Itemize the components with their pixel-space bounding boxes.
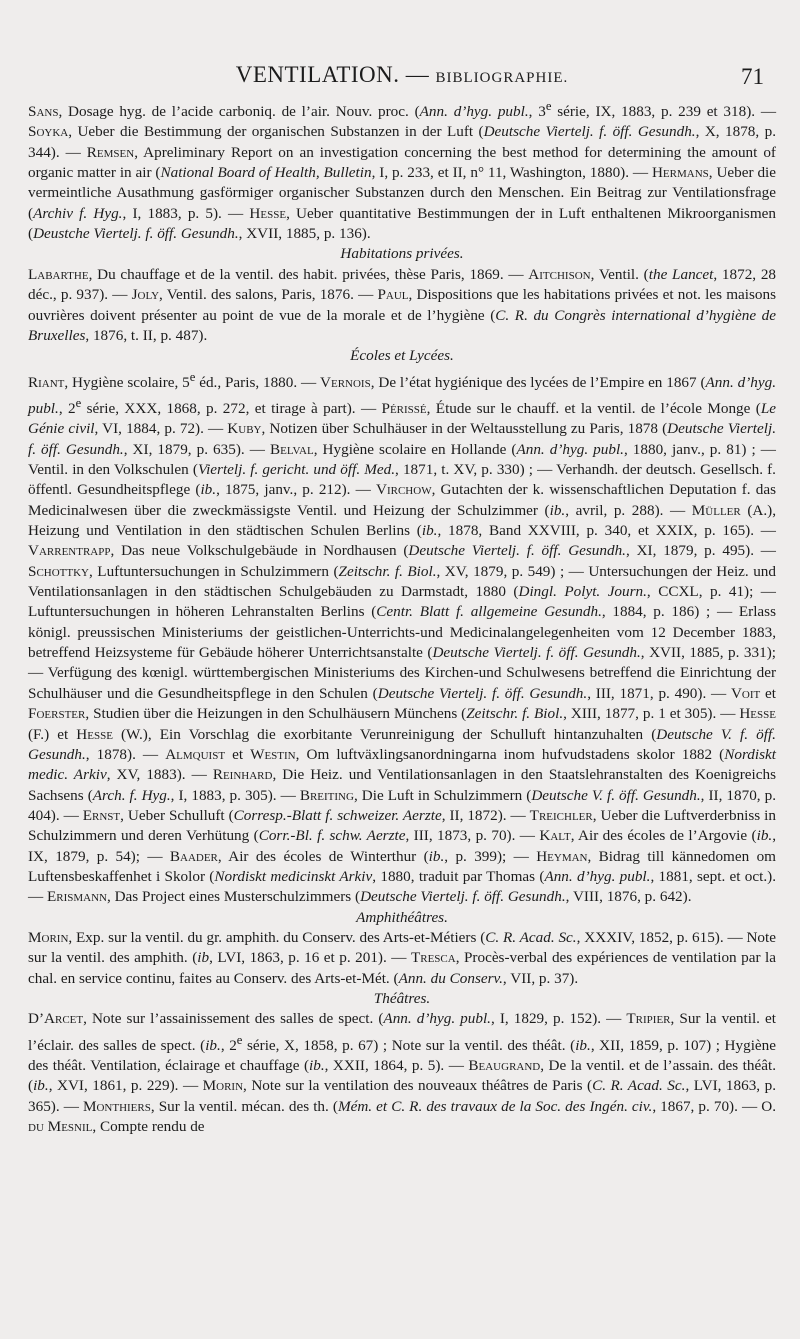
bibliography-paragraph: Sans, Dosage hyg. de l’acide carboniq. de l’air. Nouv. proc. (Ann. d’hyg. publ., 3e série, IX, 1883, p. 239 et 318). — Soyka, Ueber die Bestimmung der organischen Substanzen in der Luft (Deutsche Viertelj. f. öff. Gesundh., X, 1878, p. 344). — Remsen, Apreliminary Report on an investigation concerning the best method for determining the amount of organic matter in air (National Board of Health, Bulletin, I, p. 233, et II, n° 11, Washington, 1880). — Hermans, Ueber die vermeintliche Ausathmung gasförmiger organischer Substanzen durch den Menschen. Ein Beitrag zur Ventilationsfrage (Archiv f. Hyg., I, 1883, p. 5). — Hesse, Ueber quantitative Bestimmungen der in Luft enthaltenen Mikroorganismen (Deustche Viertelj. f. öff. Gesundh., XVII, 1885, p. 136). xyxy=(28,99,777,243)
page-number: 71 xyxy=(741,64,764,89)
section-heading: Théâtres. xyxy=(373,989,431,1007)
bibliography-paragraph: D’Arcet, Note sur l’assainissement des salles de spect. (Ann. d’hyg. publ., I, 1829, p. 152). — Tripier, Sur la ventil. et l’éclair. des salles de spect. (ib., 2e série, X, 1858, p. 67) ; Note sur la ventil. des théât. (ib., XII, 1859, p. 107) ; Hygiène des théât. Ventilation, éclairage et chauffage (ib., XXII, 1864, p. 5). — Beaugrand, De la ventil. et de l’assain. des théât. (ib., XVI, 1861, p. 229). — Morin, Note sur la ventilation des nouveaux théâtres de Paris (C. R. Acad. Sc., LVI, 1863, p. 365). — Monthiers, Sur la ventil. mécan. des th. (Mém. et C. R. des travaux de la Soc. des Ingén. civ., 1867, p. 70). — O. du Mesnil, Compte rendu de xyxy=(28,1010,777,1136)
section-heading: Amphithéâtres. xyxy=(356,908,448,926)
bibliography-paragraph: Morin, Exp. sur la ventil. du gr. amphith. du Conserv. des Arts-et-Métiers (C. R. Acad. Sc., XXXIV, 1852, p. 615). — Note sur la ventil. des amphith. (ib, LVI, 1863, p. 16 et p. 201). — Tresca, Procès-verbal des expériences de ventilation par la chal. en service continu, faites au Conserv. des Arts-et-Mét. (Ann. du Conserv., VII, p. 37). xyxy=(28,928,776,987)
running-header xyxy=(28,62,776,96)
header-separator: — xyxy=(405,62,430,87)
bibliography-paragraph: Riant, Hygiène scolaire, 5e éd., Paris, 1880. — Vernois, De l’état hygiénique des lycées de l’Empire en 1867 (Ann. d’hyg. publ., 2e série, XXX, 1868, p. 272, et tirage à part). — Périssé, Étude sur le chauff. et la ventil. de l’école Monge (Le Génie civil, VI, 1884, p. 72). — Kuby, Notizen über Schulhäuser in der Weltausstellung zu Paris, 1878 (Deutsche Viertelj. f. öff. Gesundh., XI, 1879, p. 635). — Belval, Hygiène scolaire en Hollande (Ann. d’hyg. publ., 1880, janv., p. 81) ; — Ventil. in den Volkschulen (Viertelj. f. gericht. und öff. Med., 1871, t. XV, p. 330) ; — Verhandh. der deutsch. Gesellsch. f. öffentl. Gesundheitspflege (ib., 1875, janv., p. 212). — Virchow, Gutachten der k. wissenschaftlichen Deputation f. das Medicinalwesen über die zweckmässigste Ventil. und Heizung der Schulzimmer (ib., avril, p. 288). — Müller (A.), Heizung und Ventilation in den städtischen Schulen Berlins (ib., 1878, Band XXVIII, p. 340, et XXIX, p. 165). — Varrentrapp, Das neue Volkschulgebäude in Nordhausen (Deutsche Viertelj. f. öff. Gesundh., XI, 1879, p. 495). — Schottky, Luftuntersuchungen in Schulzimmern (Zeitschr. f. Biol., XV, 1879, p. 549) ; — Untersuchungen der Heiz. und Ventilationsanlagen in den städtischen Schulgebäuden zu Darmstadt, 1880 (Dingl. Polyt. Journ., CCXL, p. 41); — Luftuntersuchungen in höheren Lehranstalten Berlins (Centr. Blatt f. allgemeine Gesundh., 1884, p. 186) ; — Erlass königl. preussischen Ministeriums der geistlichen-Unterrichts-und Medicinalangelegenheiten vom 12 December 1883, betreffend Heizsysteme für Gebäude höherer Unterrichtsanstalte (Deutsche Viertelj. f. öff. Gesundh., XVII, 1885, p. 331); — Verfügung des kœnigl. württembergischen Ministeriums des Kirchen-und Schulwesens betreffend die Einrichtung der Schulhäuser und die Gesundheitspflege in den Schulen (Deutsche Viertelj. f. öff. Gesundh., III, 1871, p. 490). — Voit et Foerster, Studien über die Heizungen in den Schulhäusern Münchens (Zeitschr. f. Biol., XIII, 1877, p. 1 et 305). — Hesse (F.) et Hesse (W.), Ein Vorschlag die exorbitante Verunreinigung der Schulluft hintanzuhalten (Deutsche V. f. öff. Gesundh., 1878). — Almquist et Westin, Om luftväxlingsanordningarna inom hufvudstadens skolor 1882 (Nordiskt medic. Arkiv, XV, 1883). — Reinhard, Die Heiz. und Ventilationsanlagen in den Staatslehranstalten des Koenigreichs Sachsens (Arch. f. Hyg., I, 1883, p. 305). — Breiting, Die Luft in Schulzimmern (Deutsche V. f. öff. Gesundh., II, 1870, p. 404). — Ernst, Ueber Schulluft (Corresp.-Blatt f. schweizer. Aerzte, II, 1872). — Treichler, Ueber die Luftverderbniss in Schulzimmern und deren Verhütung (Corr.-Bl. f. schw. Aerzte, III, 1873, p. 70). — Kalt, Air des écoles de l’Argovie (ib., IX, 1879, p. 54); — Baader, Air des écoles de Winterthur (ib., p. 399); — Heyman, Bidrag till kännedomen om Luftensbeskaffenhet i Skolor (Nordiskt medicinskt Arkiv, 1880, traduit par Thomas (Ann. d’hyg. publ., 1881, sept. et oct.). — Erismann, Das Project eines Musterschulzimmers (Deutsche Viertelj. f. öff. Gesundh., VIII, 1876, p. 642). xyxy=(28,369,777,906)
running-title xyxy=(236,62,569,87)
header-subtitle: BIBLIOGRAPHIE. xyxy=(435,70,569,86)
bibliography-paragraph: Labarthe, Du chauffage et de la ventil. des habit. privées, thèse Paris, 1869. — Aitchison, Ventil. (the Lancet, 1872, 28 déc., p. 937). — Joly, Ventil. des salons, Paris, 1876. — Paul, Dispositions que les habitations privées et not. les maisons ouvrières doivent présenter au point de vue de la morale et de l’hygiène (C. R. du Congrès international d’hygiène de Bruxelles, 1876, t. II, p. 487). xyxy=(28,265,777,344)
header-title: VENTILATION. xyxy=(235,62,400,87)
body-text xyxy=(28,96,776,1137)
section-heading: Écoles et Lycées. xyxy=(350,347,454,365)
section-heading: Habitations privées. xyxy=(340,245,464,263)
